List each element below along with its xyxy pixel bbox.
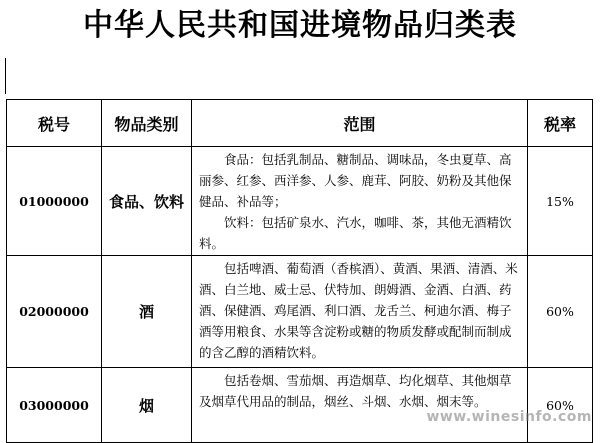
table-row <box>7 147 593 256</box>
row-rate: 60% <box>528 368 593 443</box>
row-category: 食品、饮料 <box>102 147 192 256</box>
range-paragraph: 包括啤酒、葡萄酒（香槟酒）、黄酒、果酒、清酒、米酒、白兰地、威士忌、伏特加、朗姆酒、金酒、白酒、药酒、保健酒、鸡尾酒、利口酒、龙舌兰、柯迪尔酒、梅子酒等用粮食、水果等含淀粉或糖的物质发酵或配制而制成的含乙醇的酒精饮料。 <box>199 261 518 360</box>
header-row <box>7 100 593 147</box>
row-category: 酒 <box>102 256 192 368</box>
table-row <box>7 256 593 368</box>
row-code: 02000000 <box>7 256 102 368</box>
row-rate: 60% <box>528 256 593 368</box>
range-paragraph: 饮料：包括矿泉水、汽水，咖啡、茶，其他无酒精饮料。 <box>199 215 512 251</box>
header-code: 税号 <box>7 100 102 147</box>
row-category: 烟 <box>102 368 192 443</box>
row-range <box>192 256 528 368</box>
row-code: 03000000 <box>7 368 102 443</box>
range-paragraph: 食品：包括乳制品、糖制品、调味品，冬虫夏草、高丽参、红参、西洋参、人参、鹿茸、阿胶、奶粉及其他保健品、补品等； <box>199 152 512 209</box>
table-row <box>7 368 593 443</box>
page-title: 中华人民共和国进境物品归类表 <box>83 8 517 43</box>
header-category: 物品类别 <box>102 100 192 147</box>
header-rate: 税率 <box>528 100 593 147</box>
margin-line <box>5 58 6 94</box>
row-code: 01000000 <box>7 147 102 256</box>
range-paragraph: 包括卷烟、雪茄烟、再造烟草、均化烟草、其他烟草及烟草代用品的制品，烟丝、斗烟、水烟、烟末等。 <box>199 373 512 409</box>
row-rate: 15% <box>528 147 593 256</box>
row-range <box>192 147 528 256</box>
header-range: 范围 <box>192 100 528 147</box>
row-range <box>192 368 528 443</box>
classification-table <box>6 99 593 443</box>
watermark: www.winesinfo.com <box>426 409 592 425</box>
